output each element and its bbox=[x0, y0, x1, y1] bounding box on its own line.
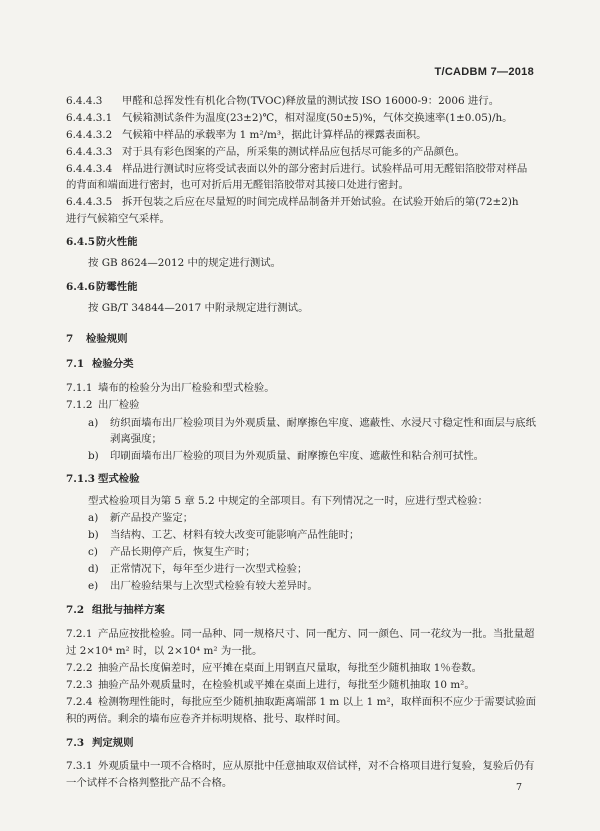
section-number: 7.1.3 bbox=[66, 473, 95, 485]
section-title: 检验分类 bbox=[92, 358, 134, 370]
clause-number: 7.1.1 bbox=[66, 382, 93, 394]
list-marker: d) bbox=[88, 563, 99, 575]
clause-text: 样品进行测试时应将受试表面以外的部分密封后进行。试验样品可用无醛铝箔胶带对样品 bbox=[122, 163, 528, 175]
section-number: 6.4.5 bbox=[66, 236, 95, 248]
section-title: 组批与抽样方案 bbox=[92, 604, 165, 616]
clause-6-4-4-3-1 bbox=[66, 110, 513, 126]
clause-text: 对于具有彩色图案的产品，所采集的测试样品应包括尽可能多的产品颜色。 bbox=[122, 146, 465, 158]
clause-continuation: 过 2×10⁴ m² 时，以 2×10⁴ m² 为一批。 bbox=[66, 645, 263, 657]
clause-number: 6.4.4.3.4 bbox=[66, 163, 113, 175]
section-body: 按 GB/T 34844—2017 中附录规定进行测试。 bbox=[88, 302, 309, 314]
clause-continuation: 积的两倍。剩余的墙布应卷齐并标明规格、批号、取样时间。 bbox=[66, 713, 347, 725]
section-title: 防火性能 bbox=[96, 236, 138, 248]
list-marker: a) bbox=[88, 417, 99, 429]
list-text: 印刷面墙布出厂检验的项目为外观质量、耐摩擦色牢度、遮蔽性和粘合剂可拭性。 bbox=[110, 450, 485, 462]
section-heading-7-1 bbox=[66, 356, 134, 372]
section-title: 型式检验 bbox=[98, 473, 140, 485]
clause-text: 抽验产品外观质量时，在检验机或平摊在桌面上进行，每批至少随机抽取 10 m²。 bbox=[98, 679, 475, 691]
chapter-heading-7 bbox=[66, 331, 128, 347]
clause-7-1-1 bbox=[66, 380, 275, 396]
section-heading-7-3 bbox=[66, 735, 134, 751]
chapter-number: 7 bbox=[66, 333, 74, 345]
clause-6-4-4-3-4 bbox=[66, 161, 527, 177]
list-item-b bbox=[88, 448, 484, 464]
section-body: 按 GB 8624—2012 中的规定进行测试。 bbox=[88, 257, 282, 269]
clause-text: 产品应按批检验。同一品种、同一规格尺寸、同一配方、同一颜色、同一花纹为一批。当批量超 bbox=[98, 628, 535, 640]
section-number: 6.4.6 bbox=[66, 281, 95, 293]
clause-number: 7.2.4 bbox=[66, 696, 93, 708]
section-title: 判定规则 bbox=[92, 737, 134, 749]
clause-number: 7.3.1 bbox=[66, 760, 93, 772]
section-heading-6-4-6 bbox=[66, 279, 138, 295]
clause-7-1-2 bbox=[66, 397, 140, 413]
clause-continuation: 一个试样不合格判整批产品不合格。 bbox=[66, 777, 233, 789]
clause-text: 甲醛和总挥发性有机化合物(TVOC)释放量的测试按 ISO 16000-9：2006 进行。 bbox=[122, 95, 500, 107]
clause-6-4-4-3 bbox=[66, 93, 499, 109]
clause-7-3-1 bbox=[66, 758, 534, 774]
clause-number: 6.4.4.3 bbox=[66, 95, 103, 107]
section-heading-7-2 bbox=[66, 602, 165, 618]
clause-text: 气候箱中样品的承载率为 1 m²/m³，据此计算样品的裸露表面积。 bbox=[122, 129, 427, 141]
list-text: 正常情况下，每年至少进行一次型式检验； bbox=[110, 563, 308, 575]
clause-text: 拆开包装之后应在尽量短的时间完成样品制备并开始试验。在试验开始后的第(72±2)h bbox=[122, 196, 519, 208]
list-item-c bbox=[88, 544, 255, 560]
list-item-continuation: 剥离强度； bbox=[110, 433, 162, 445]
clause-7-2-2 bbox=[66, 660, 482, 676]
list-text: 纺织面墙布出厂检验项目为外观质量、耐摩擦色牢度、遮蔽性、水浸尺寸稳定性和面层与底纸 bbox=[110, 417, 537, 429]
section-title: 防霉性能 bbox=[96, 281, 138, 293]
list-text: 出厂检验结果与上次型式检验有较大差异时。 bbox=[110, 580, 318, 592]
section-number: 7.2 bbox=[66, 604, 85, 616]
clause-6-4-4-3-3 bbox=[66, 144, 465, 160]
list-marker: a) bbox=[88, 512, 99, 524]
clause-number: 7.2.3 bbox=[66, 679, 93, 691]
page-number: 7 bbox=[515, 782, 522, 793]
clause-number: 6.4.4.3.3 bbox=[66, 146, 113, 158]
clause-7-2-4 bbox=[66, 694, 536, 710]
list-marker: b) bbox=[88, 450, 99, 462]
clause-text: 外观质量中一项不合格时，应从原批中任意抽取双倍试样，对不合格项目进行复验，复验后仍有 bbox=[98, 760, 535, 772]
list-text: 当结构、工艺、材料有较大改变可能影响产品性能时； bbox=[110, 529, 360, 541]
clause-6-4-4-3-2 bbox=[66, 127, 427, 143]
clause-text: 抽验产品长度偏差时，应平摊在桌面上用钢直尺量取，每批至少随机抽取 1％卷数。 bbox=[98, 662, 482, 674]
section-intro: 型式检验项目为第 5 章 5.2 中规定的全部项目。有下列情况之一时，应进行型式检验： bbox=[88, 495, 489, 507]
clause-text: 检测物理性能时，每批应至少随机抽取距离端部 1 m 以上 1 m²，取样面积不应少于需要试验面 bbox=[98, 696, 537, 708]
chapter-title: 检验规则 bbox=[86, 333, 128, 345]
clause-number: 6.4.4.3.2 bbox=[66, 129, 113, 141]
clause-continuation: 进行气候箱空气采样。 bbox=[66, 213, 170, 225]
clause-text: 墙布的检验分为出厂检验和型式检验。 bbox=[98, 382, 275, 394]
list-marker: c) bbox=[88, 546, 98, 558]
clause-text: 出厂检验 bbox=[98, 399, 140, 411]
list-marker: b) bbox=[88, 529, 99, 541]
clause-number: 7.1.2 bbox=[66, 399, 93, 411]
clause-continuation: 的背面和端面进行密封，也可对折后用无醛铝箔胶带对其接口处进行密封。 bbox=[66, 179, 409, 191]
list-item-a bbox=[88, 510, 193, 526]
clause-7-2-3 bbox=[66, 677, 475, 693]
clause-number: 7.2.1 bbox=[66, 628, 93, 640]
list-marker: e) bbox=[88, 580, 99, 592]
list-item-b bbox=[88, 527, 359, 543]
clause-number: 7.2.2 bbox=[66, 662, 93, 674]
list-item-d bbox=[88, 561, 307, 577]
list-text: 产品长期停产后，恢复生产时； bbox=[110, 546, 256, 558]
list-item-a bbox=[88, 415, 536, 431]
section-number: 7.1 bbox=[66, 358, 85, 370]
clause-6-4-4-3-5 bbox=[66, 194, 519, 210]
clause-number: 6.4.4.3.5 bbox=[66, 196, 113, 208]
section-heading-6-4-5 bbox=[66, 234, 138, 250]
section-heading-7-1-3 bbox=[66, 471, 140, 487]
clause-number: 6.4.4.3.1 bbox=[66, 112, 113, 124]
list-item-e bbox=[88, 578, 318, 594]
clause-7-2-1 bbox=[66, 626, 534, 642]
clause-text: 气候箱测试条件为温度(23±2)℃，相对湿度(50±5)%，气体交换速率(1±0.05)/h。 bbox=[122, 112, 513, 124]
document-id: T/CADBM 7—2018 bbox=[434, 66, 534, 78]
list-text: 新产品投产鉴定； bbox=[110, 512, 194, 524]
section-number: 7.3 bbox=[66, 737, 85, 749]
